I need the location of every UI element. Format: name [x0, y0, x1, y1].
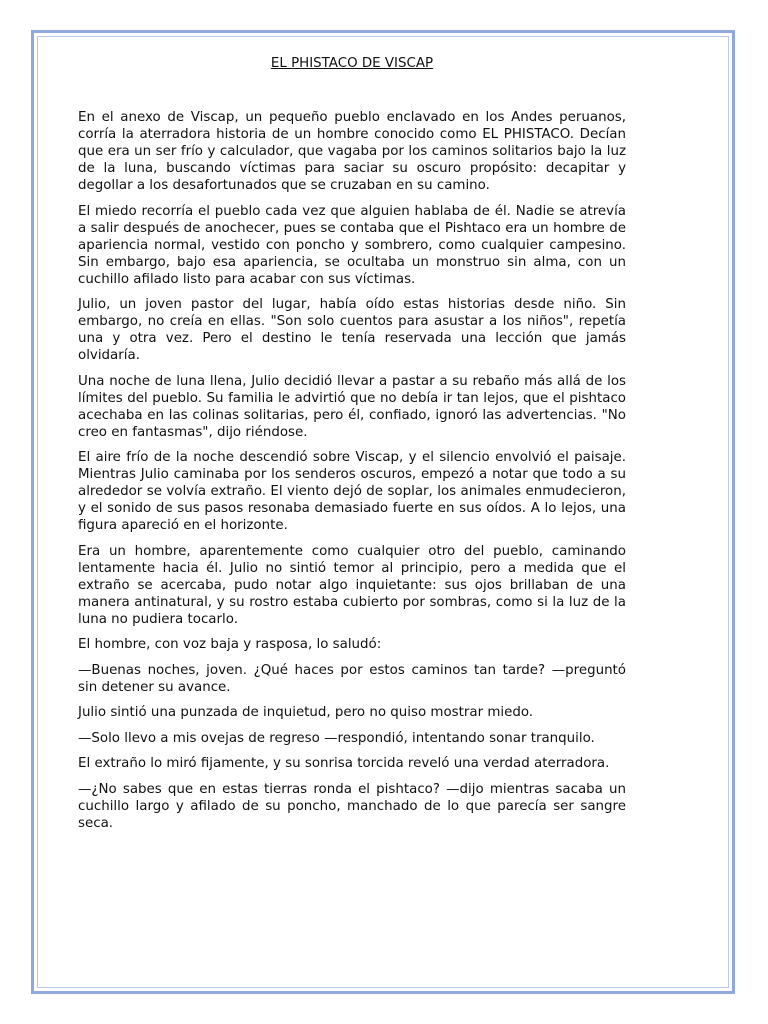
paragraph-6: Era un hombre, aparentemente como cualquier otro del pueblo, caminando lentamente hacia él. Julio no sintió temor al principio, pero a medida que el extraño se acercaba, pudo notar algo inquietante: sus ojos brillaban de una manera antinatural, y su rostro estaba cubierto por sombras, como si la luz de la luna no pudiera tocarlo.: [78, 543, 626, 627]
paragraph-12: —¿No sabes que en estas tierras ronda el pishtaco? —dijo mientras sacaba un cuchillo largo y afilado de su poncho, manchado de lo que parecía ser sangre seca.: [78, 781, 626, 831]
paragraph-11: El extraño lo miró fijamente, y su sonrisa torcida reveló una verdad aterradora.: [78, 756, 610, 771]
document-title: EL PHISTACO DE VISCAP: [270, 56, 434, 71]
paragraph-5: El aire frío de la noche descendió sobre Viscap, y el silencio envolvió el paisaje. Mientras Julio caminaba por los senderos oscuros, empezó a notar que todo a su alrededor se volvía extraño. El viento dejó de soplar, los animales enmudecieron, y el sonido de sus pasos resonaba demasiado fuerte en sus oídos. A lo lejos, una figura apareció en el horizonte.: [78, 450, 626, 533]
paragraph-1: En el anexo de Viscap, un pequeño pueblo enclavado en los Andes peruanos, corría la aterradora historia de un hombre conocido como EL PHISTACO. Decían que era un ser frío y calculador, que vagaba por los caminos solitarios bajo la luz de la luna, buscando víctimas para saciar su oscuro propósito: decapitar y degollar a los desafortunados que se cruzaban en su camino.: [78, 110, 626, 193]
paragraph-7: El hombre, con voz baja y rasposa, lo saludó:: [78, 637, 382, 652]
document-body: [78, 55, 626, 840]
paragraph-3: Julio, un joven pastor del lugar, había oído estas historias desde niño. Sin embargo, no creía en ellas. "Son solo cuentos para asustar a los niños", repetía una y otra vez. Pero el destino le tenía reservada una lección que jamás olvidaría.: [78, 297, 626, 363]
paragraph-4: Una noche de luna llena, Julio decidió llevar a pastar a su rebaño más allá de los límites del pueblo. Su familia le advirtió que no debía ir tan lejos, que el pishtaco acechaba en las colinas solitarias, pero él, confiado, ignoró las advertencias. "No creo en fantasmas", dijo riéndose.: [78, 373, 626, 440]
paragraph-10: —Solo llevo a mis ovejas de regreso —respondió, intentando sonar tranquilo.: [78, 730, 595, 746]
paragraph-2: El miedo recorría el pueblo cada vez que alguien hablaba de él. Nadie se atrevía a salir después de anochecer, pues se contaba que el Pishtaco era un hombre de apariencia normal, vestido con poncho y sombrero, como cualquier campesino. Sin embargo, bajo esa apariencia, se ocultaba un monstruo sin alma, con un cuchillo afilado listo para acabar con sus víctimas.: [78, 203, 626, 287]
paragraph-9: Julio sintió una punzada de inquietud, pero no quiso mostrar miedo.: [78, 705, 534, 720]
paragraph-8: —Buenas noches, joven. ¿Qué haces por estos caminos tan tarde? —preguntó sin detener su avance.: [78, 662, 626, 695]
